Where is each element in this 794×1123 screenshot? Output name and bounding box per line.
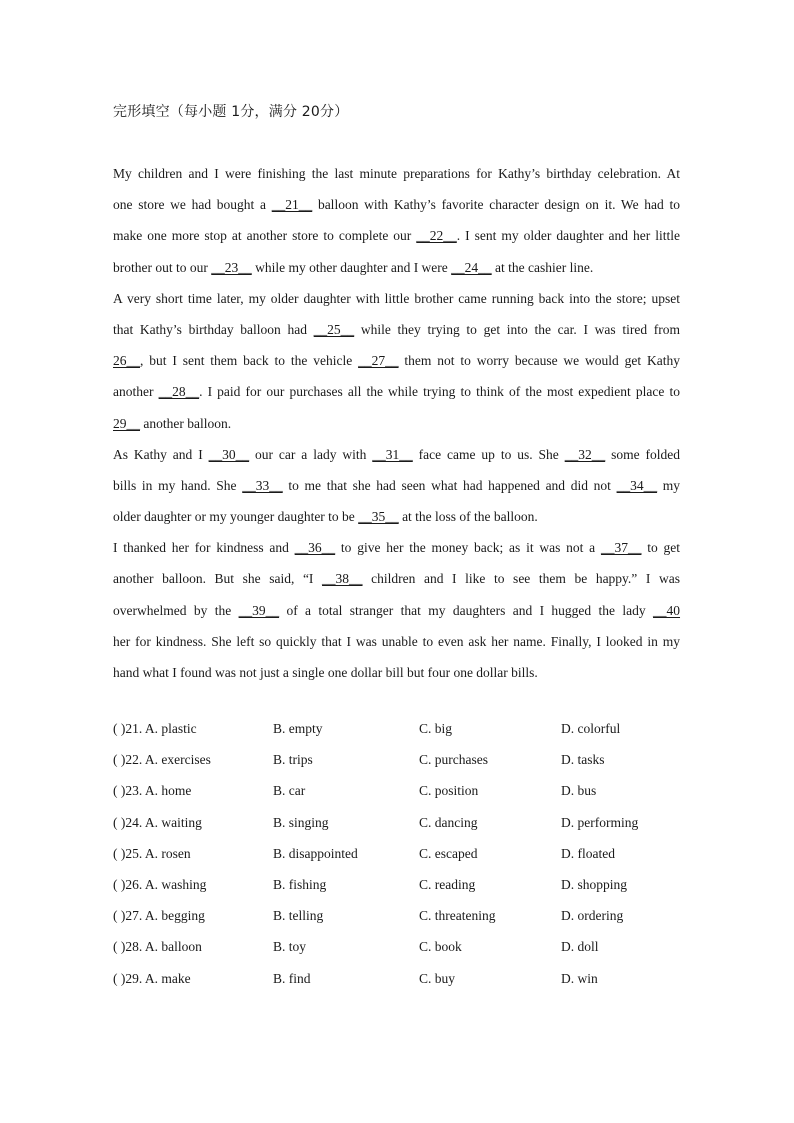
passage-line [113,189,680,220]
option-c: C. dancing [419,814,478,830]
option-b: B. toy [273,939,307,955]
passage-text: while they trying to get into the car. I was tired from [354,321,680,337]
answer-blank: __27__ [358,353,399,369]
passage-text: older daughter or my younger daughter to be [113,509,359,525]
passage-text: balloon with Kathy’s favorite character design on it. We had to [312,197,680,213]
passage-text: A very short time later, my older daughter with little brother came running back into the store; upset [113,290,680,306]
option-b: B. trips [273,752,313,768]
passage-text: As Kathy and I [113,446,209,462]
answer-blank: __35__ [358,509,399,525]
passage-text: to get [641,540,681,556]
question-row [113,846,713,877]
passage-text: make one more stop at another store to complete our [113,228,417,244]
option-a: ( )26. A. washing [113,876,207,892]
option-d: D. doll [561,939,599,955]
passage-text: her for kindness. She left so quickly that I was unable to even ask her name. Finally, I looked in my [113,633,680,649]
passage-line [113,252,680,283]
question-row [113,783,713,814]
answer-blank: __28__ [158,384,200,400]
question-row [113,721,713,752]
passage-text: face came up to us. She [412,446,565,462]
option-c: C. position [419,783,479,799]
option-b: B. telling [273,908,324,924]
passage-line [113,376,680,407]
answer-blank: __40 [653,602,681,618]
passage-line [113,501,680,532]
passage-text: to me that she had seen what had happened and did not [282,477,617,493]
option-d: D. tasks [561,752,605,768]
option-c: C. threatening [419,908,496,924]
passage-text: children and I like to see them be happy.” I was [362,571,680,587]
passage-text: to give her the money back; as it was not a [335,540,601,556]
passage-text: one store we had bought a [113,197,272,213]
option-a: ( )22. A. exercises [113,752,211,768]
passage-text: my [657,477,680,493]
option-c: C. big [419,721,453,736]
passage-line [113,220,680,251]
passage-text: I thanked her for kindness and [113,540,295,556]
option-a: ( )27. A. begging [113,908,205,924]
passage-line [113,408,680,439]
passage-line [113,439,680,470]
option-c: C. escaped [419,845,478,861]
passage-text: bills in my hand. She [113,477,243,493]
option-b: B. fishing [273,876,327,892]
answer-blank: __31__ [372,446,413,462]
passage-line [113,314,680,345]
option-d: D. floated [561,845,615,861]
option-a: ( )24. A. waiting [113,814,202,830]
question-row [113,971,713,1002]
answer-blank: __25__ [313,321,355,337]
passage-line [113,532,680,563]
question-row [113,815,713,846]
option-a: ( )25. A. rosen [113,845,191,861]
option-b: B. car [273,783,306,799]
passage-line [113,595,680,626]
option-b: B. disappointed [273,845,358,861]
option-b: B. empty [273,721,323,736]
option-a: ( )21. A. plastic [113,721,197,736]
answer-blank: __23__ [211,259,252,275]
option-a: ( )28. A. balloon [113,939,202,955]
passage-text: while my other daughter and I were [251,259,452,275]
answer-blank: __33__ [242,477,283,493]
option-b: B. singing [273,814,329,830]
answer-blank: __36__ [294,540,336,556]
option-d: D. colorful [561,721,621,736]
answer-blank: __21__ [271,197,313,213]
question-row [113,908,713,939]
passage-text: our car a lady with [249,446,373,462]
passage-line [113,470,680,501]
passage-line [113,626,680,657]
passage-text: , but I sent them back to the vehicle [140,353,359,369]
answer-blank: __24__ [451,259,492,275]
option-a: ( )23. A. home [113,783,192,799]
answer-blank: 26__ [113,353,140,369]
answer-blank: __32__ [564,446,606,462]
passage-text: hand what I found was not just a single one dollar bill but four one dollar bills. [113,665,538,680]
passage-text: some folded [605,446,680,462]
answer-blank: 29__ [113,415,140,431]
answer-blank: __34__ [616,477,658,493]
option-c: C. book [419,939,462,955]
option-d: D. performing [561,814,639,830]
answer-blank: __37__ [600,540,642,556]
option-d: D. ordering [561,908,624,924]
option-c: C. buy [419,970,456,986]
option-d: D. bus [561,783,597,799]
options-list [113,721,713,1002]
passage-text: another balloon. [140,415,232,431]
option-b: B. find [273,970,311,986]
passage-line [113,657,680,688]
passage-line [113,563,680,594]
option-d: D. win [561,970,598,986]
question-row [113,939,713,970]
passage-text: overwhelmed by the [113,602,239,618]
question-row [113,877,713,908]
answer-blank: __39__ [238,602,280,618]
option-d: D. shopping [561,876,628,892]
passage-text: at the loss of the balloon. [398,509,538,525]
option-c: C. reading [419,876,476,892]
passage-text: . I paid for our purchases all the while trying to think of the most expedient place to [199,384,680,400]
passage-text: . I sent my older daughter and her little [456,228,680,244]
passage-line [113,158,680,189]
question-row [113,752,713,783]
passage-text: them not to worry because we would get Kathy [398,353,680,369]
passage-text: My children and I were finishing the last minute preparations for Kathy’s birthday celebration. At [113,166,680,181]
passage-line [113,345,680,376]
option-c: C. purchases [419,752,488,768]
option-a: ( )29. A. make [113,970,191,986]
passage-text: of a total stranger that my daughters and I hugged the lady [279,602,654,618]
passage-text: brother out to our [113,259,212,275]
answer-blank: __22__ [416,228,457,244]
passage-text: another balloon. But she said, “I [113,571,323,587]
passage-text: at the cashier line. [491,259,594,275]
passage-text: that Kathy’s birthday balloon had [113,321,314,337]
passage-text: another [113,384,159,400]
cloze-passage [113,158,680,688]
answer-blank: __30__ [208,446,250,462]
section-title: 完形填空（每小题 1分，满分 20分） [113,104,349,120]
passage-line [113,283,680,314]
answer-blank: __38__ [322,571,363,587]
